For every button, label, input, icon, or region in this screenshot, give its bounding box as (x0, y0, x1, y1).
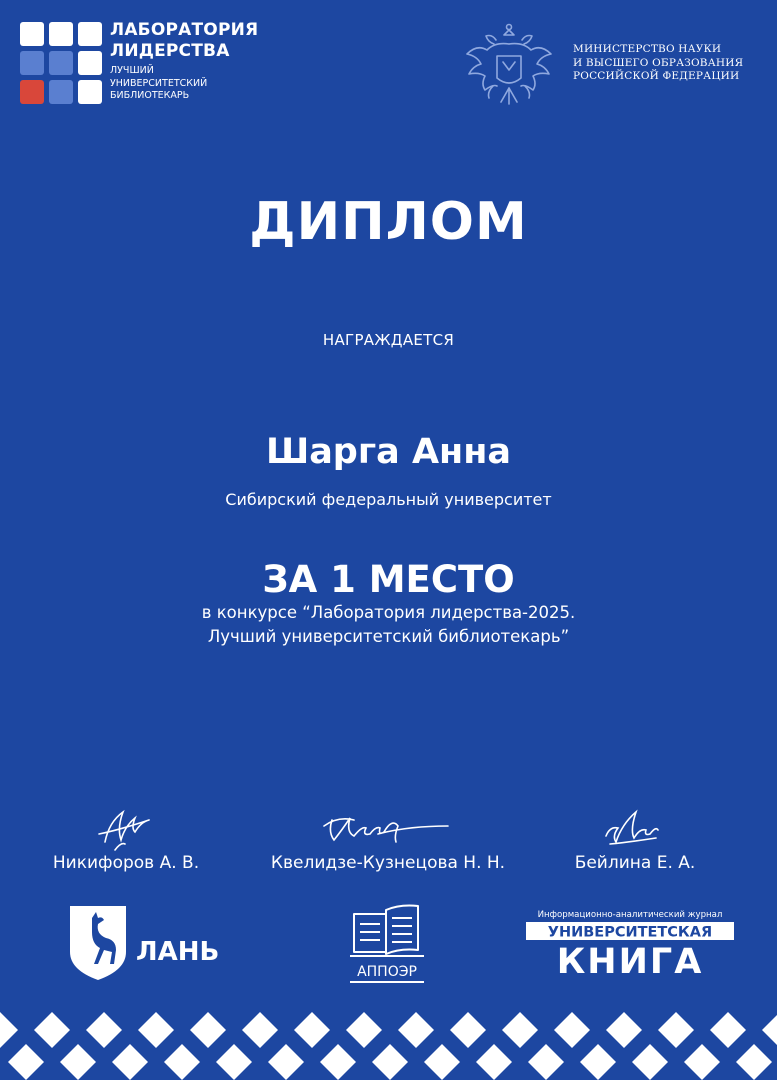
signature-beylina (600, 806, 664, 852)
pattern-diamond (476, 1044, 512, 1080)
contest-line: в конкурсе “Лаборатория лидерства-2025. (201, 603, 576, 622)
pattern-diamond (710, 1012, 746, 1048)
brand-title (110, 20, 258, 62)
pattern-diamond (632, 1044, 668, 1080)
brand-subtitle-line: ЛУЧШИЙ (110, 65, 154, 76)
journal-title-line: КНИГА (556, 942, 704, 982)
diamond-pattern-border (0, 1004, 777, 1080)
award-place: ЗА 1 МЕСТО (262, 558, 515, 601)
pattern-diamond (242, 1012, 278, 1048)
brand-title-line: ЛИДЕРСТВА (110, 41, 230, 61)
pattern-diamond (580, 1044, 616, 1080)
pattern-diamond (606, 1012, 642, 1048)
pattern-diamond (320, 1044, 356, 1080)
brand-logo-grid (20, 22, 102, 104)
journal-caption: Информационно-аналитический журнал (537, 910, 723, 920)
ministry-name (573, 43, 743, 84)
pattern-diamond (60, 1044, 96, 1080)
pattern-diamond (216, 1044, 252, 1080)
appoer-wordmark: АППОЭР (357, 964, 417, 980)
brand-subtitle-line: УНИВЕРСИТЕТСКИЙ (110, 77, 208, 89)
pattern-diamond (762, 1012, 777, 1048)
pattern-diamond (372, 1044, 408, 1080)
signatory-name: Бейлина Е. А. (574, 853, 696, 873)
signature-kvelidze-kuznetsova (318, 808, 454, 852)
pattern-diamond (8, 1044, 44, 1080)
recipient-organization: Сибирский федеральный университет (225, 490, 552, 509)
lan-wordmark: ЛАНЬ (136, 937, 220, 967)
pattern-diamond (658, 1012, 694, 1048)
university-book-journal-logo (524, 906, 736, 982)
pattern-diamond (164, 1044, 200, 1080)
lan-logo (68, 904, 220, 982)
brand-subtitle-line: БИБЛИОТЕКАРЬ (110, 90, 190, 101)
brand-subtitle (110, 65, 207, 103)
pattern-diamond (138, 1012, 174, 1048)
pattern-diamond (398, 1012, 434, 1048)
pattern-diamond (86, 1012, 122, 1048)
appoer-logo (348, 900, 428, 988)
pattern-diamond (450, 1012, 486, 1048)
pattern-diamond (502, 1012, 538, 1048)
journal-title-line: УНИВЕРСИТЕТСКАЯ (547, 924, 713, 941)
signatory-name: Квелидзе-Кузнецова Н. Н. (270, 853, 506, 873)
pattern-diamond (268, 1044, 304, 1080)
pattern-diamond (294, 1012, 330, 1048)
pattern-diamond (112, 1044, 148, 1080)
pattern-diamond (346, 1012, 382, 1048)
awarded-label: НАГРАЖДАЕТСЯ (322, 331, 455, 349)
double-headed-eagle-emblem (463, 22, 555, 112)
ministry-line: МИНИСТЕРСТВО НАУКИ (573, 43, 722, 55)
diploma-title: ДИПЛОМ (249, 192, 528, 252)
recipient-name: Шарга Анна (265, 432, 512, 472)
brand-title-line: ЛАБОРАТОРИЯ (110, 20, 259, 40)
signature-nikiforov (95, 804, 157, 854)
pattern-diamond (554, 1012, 590, 1048)
ministry-line: И ВЫСШЕГО ОБРАЗОВАНИЯ (573, 56, 744, 69)
pattern-diamond (736, 1044, 772, 1080)
pattern-diamond (424, 1044, 460, 1080)
signatory-name: Никифоров А. В. (52, 853, 200, 873)
pattern-diamond (0, 1012, 18, 1048)
pattern-diamond (190, 1012, 226, 1048)
ministry-line: РОССИЙСКОЙ ФЕДЕРАЦИИ (573, 70, 740, 82)
pattern-diamond (34, 1012, 70, 1048)
contest-line: Лучший университетский библиотекарь” (207, 627, 570, 646)
pattern-diamond (684, 1044, 720, 1080)
pattern-diamond (528, 1044, 564, 1080)
